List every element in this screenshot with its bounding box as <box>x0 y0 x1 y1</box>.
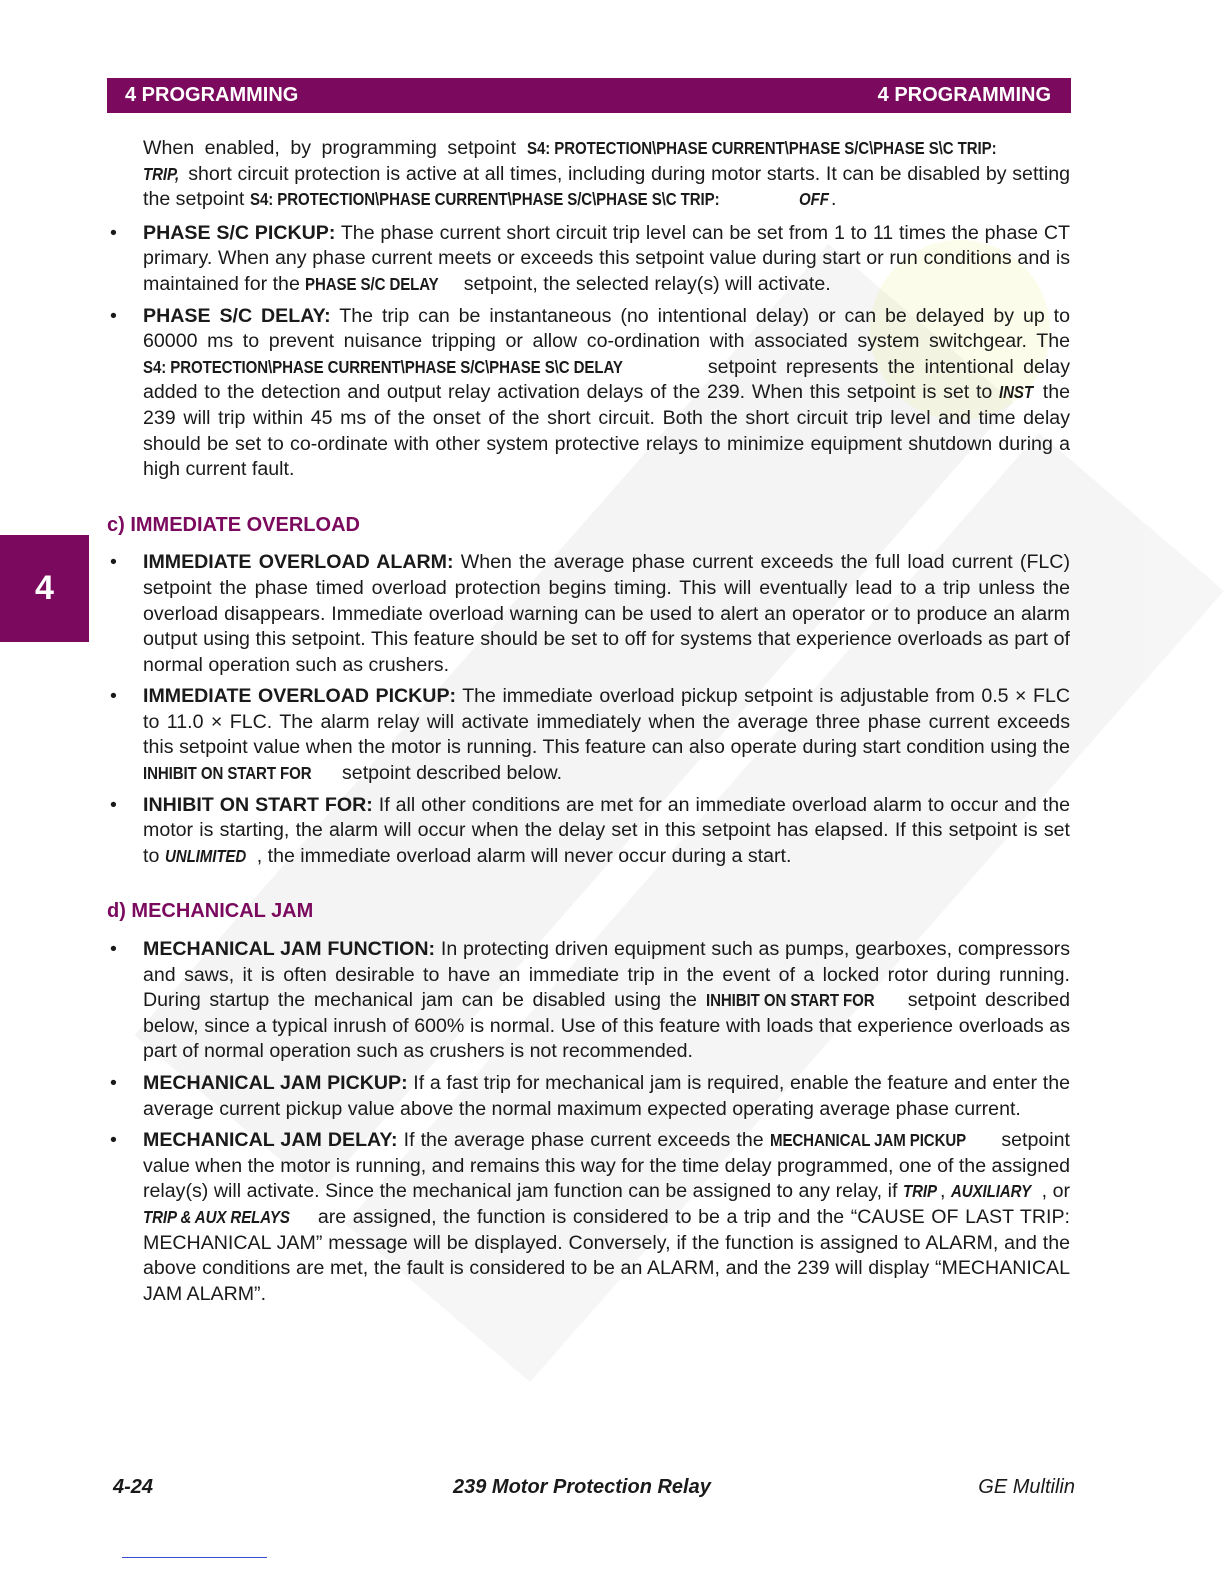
list-item <box>107 793 1070 870</box>
item-text: setpoint described below, since a typical inrush of 600% is normal. Use of this feature with loads that experience overloads as part of normal operation such as crushers is not recommended. <box>143 989 1070 1063</box>
item-text: If the average phase current exceeds the <box>397 1129 770 1152</box>
item-text: If a fast trip for mechanical jam is required, enable the feature and enter the average current pickup value above the normal maximum expected operating average phase current. <box>143 1072 1070 1120</box>
page-number: 4-24 <box>113 1476 154 1498</box>
item-text: When the average phase current exceeds the full load current (FLC) setpoint the phase timed overload protection begins timing. This will eventually lead to a trip unless the overload disappears. Immediate overload warning can be used to alert an operator or to produce an alarm output using this setpoint. This feature should be set to off for systems that experience overloads as part of normal operation such as crushers. <box>143 551 1070 676</box>
setpoint-name: MECHANICAL JAM PICKUP <box>769 1130 966 1151</box>
list-item <box>107 304 1070 483</box>
setpoint-name: INHIBIT ON START FOR <box>705 990 875 1011</box>
list-item <box>107 684 1070 786</box>
item-text: setpoint value when the motor is running, and remains this way for the time delay programmed, one of the assigned relay(s) will activate. Since the mechanical jam function can be assigned to any relay, if <box>143 1129 1070 1203</box>
item-text: , <box>939 1180 951 1203</box>
setpoint-value: TRIP, <box>143 163 180 184</box>
section-heading: c) IMMEDIATE OVERLOAD <box>107 513 360 536</box>
item-text: setpoint described below. <box>336 762 563 785</box>
item-text: the 239 will trip within 45 ms of the onset of the short circuit. Both the short circuit trip level and time delay should be set to co-ordinate with other system protective relays to minimize equipment shutdown during a high current fault. <box>143 381 1070 481</box>
intro-text: . <box>830 188 837 211</box>
setpoint-name: S4: PROTECTION\PHASE CURRENT\PHASE S/C\PHASE S\C DELAY <box>143 356 623 377</box>
link-underline[interactable] <box>122 1557 267 1558</box>
page-footer <box>113 1476 1075 1502</box>
item-text: If all other conditions are met for an immediate overload alarm to occur and the motor is starting, the alarm will occur when the delay set in this setpoint has elapsed. If this setpoint is set to <box>143 793 1070 867</box>
item-term: IMMEDIATE OVERLOAD PICKUP: <box>143 685 457 708</box>
chapter-header-bar <box>107 78 1071 113</box>
document-title: 239 Motor Protection Relay <box>453 1476 711 1498</box>
item-text: are assigned, the function is considered to be a trip and the “CAUSE OF LAST TRIP: MECHANICAL JAM” message will be displayed. Conversely, if the function is assigned to ALARM, and the above conditions are met, the fault is considered to be an ALARM, and the 239 will display “MECHANICAL JAM ALARM”. <box>143 1205 1070 1305</box>
section-heading: d) MECHANICAL JAM <box>107 900 314 923</box>
list-item <box>107 1071 1070 1122</box>
item-term: MECHANICAL JAM FUNCTION: <box>143 938 436 961</box>
list-item <box>107 221 1070 298</box>
bullet-icon: • <box>110 793 117 816</box>
item-term: MECHANICAL JAM DELAY: <box>143 1129 398 1152</box>
header-left-title: 4 PROGRAMMING <box>125 84 299 106</box>
list-item <box>107 550 1070 678</box>
bullet-icon: • <box>110 685 117 708</box>
item-term: PHASE S/C PICKUP: <box>143 221 336 244</box>
bullet-icon: • <box>110 221 117 244</box>
list-item <box>107 1128 1070 1307</box>
setpoint-value: UNLIMITED <box>164 845 246 866</box>
bullet-icon: • <box>110 551 117 574</box>
item-term: INHIBIT ON START FOR: <box>143 793 373 816</box>
item-text: , or <box>1041 1180 1070 1203</box>
page-body <box>107 136 1070 1313</box>
setpoint-value: AUXILIARY <box>950 1181 1032 1202</box>
intro-text: short circuit protection is active at all times, including during motor starts. It can be disabled by setting the setpoint <box>143 162 1070 211</box>
intro-paragraph <box>143 136 1070 213</box>
item-text: The immediate overload pickup setpoint is adjustable from 0.5 × FLC to 11.0 × FLC. The alarm relay will activate immediately when the average three phase current exceeds this setpoint value when the motor is running. This feature can also operate during start condition using the <box>143 685 1070 759</box>
header-right-title: 4 PROGRAMMING <box>877 84 1051 106</box>
item-term: MECHANICAL JAM PICKUP: <box>143 1072 408 1094</box>
item-text: The trip can be instantaneous (no intentional delay) or can be delayed by up to 60000 ms to prevent nuisance tripping or allow co-ordination with associated system switchgear. The <box>143 304 1071 353</box>
item-text: , the immediate overload alarm will never occur during a start. <box>256 844 792 867</box>
setpoint-value: TRIP <box>902 1181 937 1202</box>
brand-name: GE Multilin <box>978 1476 1075 1498</box>
setpoint-name: INHIBIT ON START FOR <box>143 763 312 784</box>
item-text: setpoint, the selected relay(s) will activate. <box>458 272 831 295</box>
chapter-side-tab: 4 <box>0 535 89 642</box>
item-term: PHASE S/C DELAY: <box>143 304 331 327</box>
item-term: IMMEDIATE OVERLOAD ALARM: <box>143 551 454 574</box>
setpoint-name: S4: PROTECTION\PHASE CURRENT\PHASE S/C\PHASE S\C TRIP: <box>526 138 997 158</box>
bullet-icon: • <box>110 1129 117 1152</box>
setpoint-name: PHASE S/C DELAY <box>305 273 439 294</box>
item-text: The phase current short circuit trip level can be set from 1 to 11 times the phase CT primary. When any phase current meets or exceeds this setpoint value during start or run conditions and is maintained for the <box>143 221 1070 295</box>
setpoint-name: S4: PROTECTION\PHASE CURRENT\PHASE S/C\PHASE S\C TRIP: <box>249 189 720 210</box>
bullet-icon: • <box>110 938 117 961</box>
item-text: In protecting driven equipment such as pumps, gearboxes, compressors and saws, it is often desirable to have an immediate trip in the event of a locked rotor during running. During startup the mechanical jam can be disabled using the <box>143 938 1070 1012</box>
setpoint-value: TRIP & AUX RELAYS <box>143 1206 290 1227</box>
item-text: setpoint represents the intentional delay added to the detection and output relay activation delays of the 239. When this setpoint is set to <box>143 355 1070 404</box>
setpoint-value: OFF <box>798 189 829 210</box>
intro-text: When enabled, by programming setpoint <box>143 137 527 159</box>
bullet-icon: • <box>110 304 117 327</box>
setpoint-value: INST <box>999 382 1033 403</box>
bullet-icon: • <box>110 1072 117 1094</box>
list-item <box>107 937 1070 1065</box>
